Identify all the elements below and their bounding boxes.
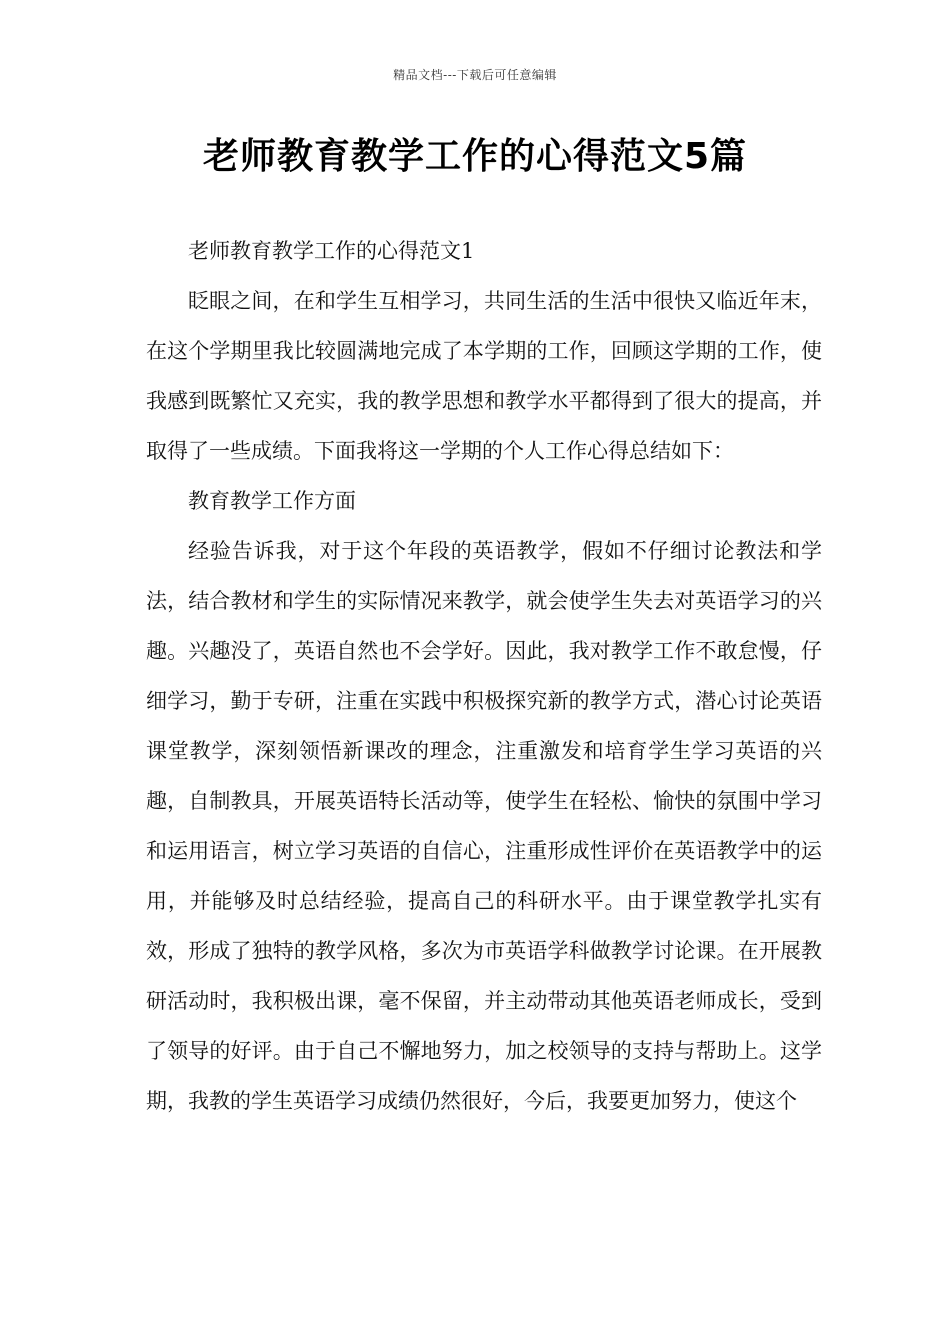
section-heading: 老师教育教学工作的心得范文1 [188, 239, 475, 263]
body-paragraph: 眨眼之间，在和学生互相学习，共同生活的生活中很快又临近年末，在这个学期里我比较圆满地完成了本学期的工作，回顾这学期的工作，使我感到既繁忙又充实，我的教学思想和教学水平都得到了很大的提高，并取得了一些成绩。下面我将这一学期的个人工作心得总结如下： [146, 289, 822, 463]
header-note: 精品文档---下载后可任意编辑 [393, 68, 557, 82]
section-subheading: 教育教学工作方面 [188, 489, 356, 513]
document-body [146, 226, 822, 1126]
body-paragraph: 经验告诉我，对于这个年段的英语教学，假如不仔细讨论教法和学法，结合教材和学生的实际情况来教学，就会使学生失去对英语学习的兴趣。兴趣没了，英语自然也不会学好。因此，我对教学工作不敢怠慢，仔细学习，勤于专研，注重在实践中积极探究新的教学方式，潜心讨论英语课堂教学，深刻领悟新课改的理念，注重激发和培育学生学习英语的兴趣，自制教具，开展英语特长活动等，使学生在轻松、愉快的氛围中学习和运用语言，树立学习英语的自信心，注重形成性评价在英语教学中的运用，并能够及时总结经验，提高自己的科研水平。由于课堂教学扎实有效，形成了独特的教学风格，多次为市英语学科做教学讨论课。在开展教研活动时，我积极出课，毫不保留，并主动带动其他英语老师成长，受到了领导的好评。由于自己不懈地努力，加之校领导的支持与帮助上。这学期，我教的学生英语学习成绩仍然很好，今后，我要更加努力，使这个 [146, 539, 822, 1113]
document-title: 老师教育教学工作的心得范文5篇 [202, 136, 748, 177]
